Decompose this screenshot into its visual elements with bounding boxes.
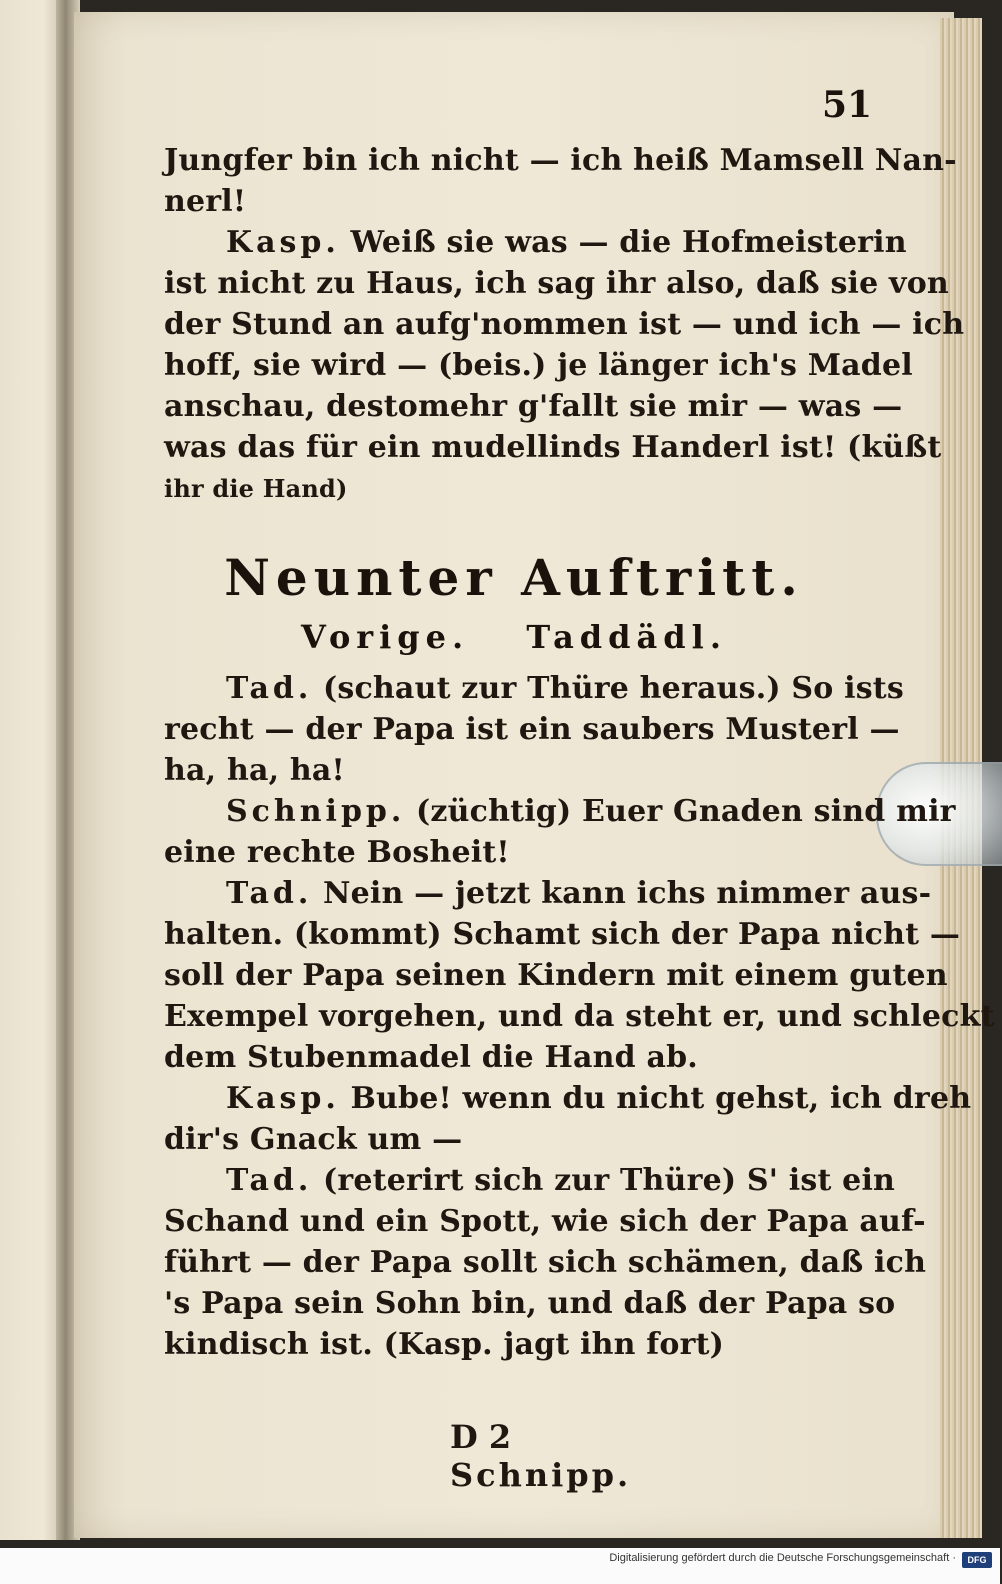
text-block-top <box>164 140 965 509</box>
text-line <box>164 181 864 222</box>
line-text: Jungfer bin ich nicht — ich heiß Mamsell Nan- <box>164 143 957 178</box>
catchword: Schnipp. <box>450 1456 632 1494</box>
text-line <box>164 1324 864 1365</box>
line-text: (reterirt sich zur Thüre) S' ist ein <box>322 1163 896 1198</box>
text-line <box>164 1283 896 1324</box>
page-number: 51 <box>822 84 873 126</box>
line-text: nerl! <box>164 184 247 219</box>
speaker-name: Tad. <box>226 1163 313 1198</box>
speaker-name: Tad. <box>226 876 313 911</box>
line-text: soll der Papa seinen Kindern mit einem guten <box>164 958 948 993</box>
text-line <box>164 304 965 345</box>
line-text: was das für ein mudellinds Handerl ist! (küßt <box>164 430 942 465</box>
signature-mark: D 2 <box>450 1418 512 1456</box>
line-text: Bube! wenn du nicht gehst, ich dreh <box>350 1081 972 1116</box>
text-line <box>164 1037 864 1078</box>
page-footer <box>450 1418 810 1494</box>
text-line <box>164 832 864 873</box>
line-text: Nein — jetzt kann ichs nimmer aus- <box>322 876 932 911</box>
text-line <box>164 668 904 709</box>
text-line <box>164 750 864 791</box>
line-text: dem Stubenmadel die Hand ab. <box>164 1040 698 1075</box>
speaker-name: Kasp. <box>226 1081 340 1116</box>
text-line <box>164 1242 927 1283</box>
speaker-name: Kasp. <box>226 225 340 260</box>
text-line <box>164 1078 972 1119</box>
line-text: eine rechte Bosheit! <box>164 835 510 870</box>
line-text: ihr die Hand) <box>164 474 348 503</box>
text-line <box>164 468 864 509</box>
speaker-name: Tad. <box>226 671 313 706</box>
line-text: hoff, sie wird — (beis.) je länger ich's Madel <box>164 348 913 383</box>
scene-characters: Vorige. Taddädl. <box>301 618 727 656</box>
line-text: Schand und ein Spott, wie sich der Papa auf- <box>164 1204 926 1239</box>
line-text: ha, ha, ha! <box>164 753 345 788</box>
text-line <box>164 996 995 1037</box>
line-text: Exempel vorgehen, und da steht er, und schleckt <box>164 999 995 1034</box>
funding-credit: Digitalisierung gefördert durch die Deutsche Forschungsgemeinschaft · <box>609 1552 956 1564</box>
text-line <box>164 386 903 427</box>
text-line <box>164 263 949 304</box>
line-text: kindisch ist. (Kasp. jagt ihn fort) <box>164 1327 725 1362</box>
text-line <box>164 222 907 263</box>
line-text: Weiß sie was — die Hofmeisterin <box>350 225 907 260</box>
text-line <box>164 1160 896 1201</box>
line-text: anschau, destomehr g'fallt sie mir — was — <box>164 389 903 424</box>
line-text: (züchtig) Euer Gnaden sind mir <box>416 794 956 829</box>
text-line <box>164 791 956 832</box>
line-text: führt — der Papa sollt sich schämen, daß ich <box>164 1245 927 1280</box>
line-text: ist nicht zu Haus, ich sag ihr also, daß sie von <box>164 266 949 301</box>
text-line <box>164 345 913 386</box>
text-line <box>164 427 942 468</box>
facing-page-edge <box>0 0 62 1540</box>
text-block-bottom <box>164 668 995 1365</box>
text-line <box>164 1201 926 1242</box>
dfg-logo: DFG <box>962 1552 992 1568</box>
text-line <box>164 873 932 914</box>
line-text: dir's Gnack um — <box>164 1122 463 1157</box>
text-line <box>164 1119 864 1160</box>
text-line <box>164 955 948 996</box>
line-text: der Stund an aufg'nommen ist — und ich — ich <box>164 307 965 342</box>
line-text: recht — der Papa ist ein saubers Musterl — <box>164 712 900 747</box>
text-line <box>164 709 900 750</box>
line-text: halten. (kommt) Schamt sich der Papa nicht — <box>164 917 961 952</box>
line-text: (schaut zur Thüre heraus.) So ists <box>322 671 904 706</box>
speaker-name: Schnipp. <box>226 794 406 829</box>
text-line <box>164 914 961 955</box>
text-line <box>164 140 957 181</box>
scene-heading: Neunter Auftritt. <box>224 548 804 607</box>
line-text: 's Papa sein Sohn bin, und daß der Papa so <box>164 1286 896 1321</box>
